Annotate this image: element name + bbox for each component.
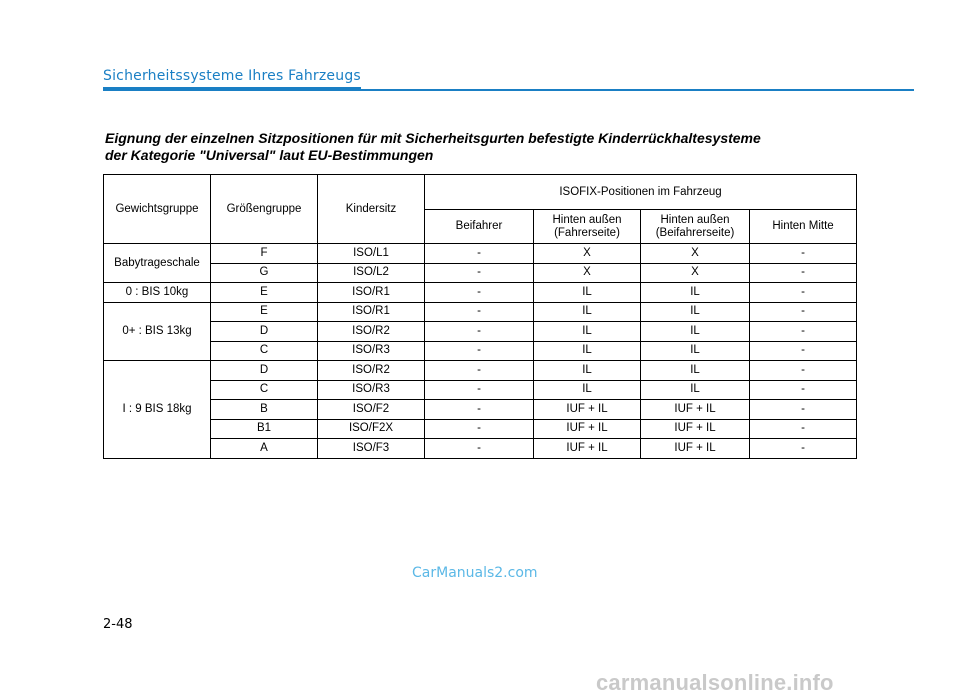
table-row — [104, 361, 857, 381]
header-rule-thick — [103, 87, 361, 91]
cell-rear-right: IL — [641, 361, 750, 381]
cell-seat: ISO/L2 — [318, 263, 425, 283]
cell-rear-left: IL — [534, 361, 641, 381]
cell-seat: ISO/R1 — [318, 283, 425, 303]
cell-rear-right: IL — [641, 380, 750, 400]
watermark-bottom: carmanualsonline.info — [596, 670, 834, 695]
cell-rear-center: - — [750, 361, 857, 381]
cell-passenger: - — [425, 302, 534, 322]
header-rear-outer-passenger-line1: Hinten außen — [660, 213, 730, 226]
cell-size: F — [211, 244, 318, 264]
page-heading — [105, 130, 905, 163]
cell-size: G — [211, 263, 318, 283]
table-row — [104, 244, 857, 264]
weight-group-cell: Babytrageschale — [104, 244, 211, 283]
cell-size: D — [211, 322, 318, 342]
cell-size: B — [211, 400, 318, 420]
table-row — [104, 439, 857, 459]
cell-rear-left: IL — [534, 341, 641, 361]
cell-seat: ISO/R1 — [318, 302, 425, 322]
cell-rear-right: IL — [641, 322, 750, 342]
cell-rear-center: - — [750, 419, 857, 439]
header-size-group: Größengruppe — [211, 175, 318, 244]
cell-passenger: - — [425, 244, 534, 264]
cell-passenger: - — [425, 263, 534, 283]
cell-rear-center: - — [750, 263, 857, 283]
header-rear-outer-passenger-line2: (Beifahrerseite) — [655, 226, 735, 239]
cell-size: B1 — [211, 419, 318, 439]
table-row — [104, 302, 857, 322]
cell-rear-left: IL — [534, 380, 641, 400]
cell-rear-center: - — [750, 380, 857, 400]
cell-seat: ISO/R2 — [318, 322, 425, 342]
cell-rear-left: IUF + IL — [534, 400, 641, 420]
cell-seat: ISO/F2 — [318, 400, 425, 420]
cell-seat: ISO/R2 — [318, 361, 425, 381]
cell-rear-center: - — [750, 439, 857, 459]
cell-rear-left: IL — [534, 322, 641, 342]
weight-group-cell: I : 9 BIS 18kg — [104, 361, 211, 459]
cell-size: C — [211, 380, 318, 400]
cell-size: D — [211, 361, 318, 381]
cell-rear-right: X — [641, 263, 750, 283]
cell-seat: ISO/R3 — [318, 341, 425, 361]
weight-group-cell: 0 : BIS 10kg — [104, 283, 211, 303]
cell-rear-left: IUF + IL — [534, 419, 641, 439]
cell-rear-center: - — [750, 341, 857, 361]
table-row — [104, 341, 857, 361]
header-rear-center: Hinten Mitte — [750, 210, 857, 244]
cell-seat: ISO/F3 — [318, 439, 425, 459]
table-row — [104, 400, 857, 420]
cell-rear-right: IL — [641, 283, 750, 303]
header-rear-outer-driver-line1: Hinten außen — [552, 213, 622, 226]
cell-rear-center: - — [750, 400, 857, 420]
table-header-row-1 — [104, 175, 857, 210]
header-rear-outer-driver-line2: (Fahrerseite) — [554, 226, 620, 239]
header-rear-outer-passenger — [641, 210, 750, 244]
cell-rear-left: IL — [534, 283, 641, 303]
cell-passenger: - — [425, 419, 534, 439]
watermark-center: CarManuals2.com — [412, 565, 538, 581]
cell-size: C — [211, 341, 318, 361]
table-row — [104, 419, 857, 439]
header-isofix-positions: ISOFIX-Positionen im Fahrzeug — [425, 175, 857, 210]
cell-rear-right: X — [641, 244, 750, 264]
cell-rear-center: - — [750, 244, 857, 264]
cell-rear-right: IUF + IL — [641, 400, 750, 420]
cell-passenger: - — [425, 361, 534, 381]
weight-group-cell: 0+ : BIS 13kg — [104, 302, 211, 361]
cell-rear-right: IUF + IL — [641, 439, 750, 459]
table-row — [104, 322, 857, 342]
cell-passenger: - — [425, 341, 534, 361]
header-passenger: Beifahrer — [425, 210, 534, 244]
cell-size: E — [211, 283, 318, 303]
table-row — [104, 380, 857, 400]
cell-passenger: - — [425, 283, 534, 303]
cell-seat: ISO/F2X — [318, 419, 425, 439]
cell-rear-center: - — [750, 322, 857, 342]
cell-passenger: - — [425, 400, 534, 420]
cell-passenger: - — [425, 439, 534, 459]
cell-seat: ISO/R3 — [318, 380, 425, 400]
cell-rear-right: IUF + IL — [641, 419, 750, 439]
table-row — [104, 283, 857, 303]
cell-seat: ISO/L1 — [318, 244, 425, 264]
cell-passenger: - — [425, 380, 534, 400]
header-weight-group: Gewichtsgruppe — [104, 175, 211, 244]
cell-rear-center: - — [750, 283, 857, 303]
section-title: Sicherheitssysteme Ihres Fahrzeugs — [103, 68, 361, 84]
cell-rear-left: X — [534, 263, 641, 283]
cell-rear-left: IUF + IL — [534, 439, 641, 459]
cell-rear-right: IL — [641, 302, 750, 322]
page-number: 2-48 — [103, 617, 133, 632]
cell-passenger: - — [425, 322, 534, 342]
cell-size: A — [211, 439, 318, 459]
header-child-seat: Kindersitz — [318, 175, 425, 244]
cell-size: E — [211, 302, 318, 322]
heading-line-2: der Kategorie "Universal" laut EU-Bestimmungen — [105, 146, 434, 163]
heading-line-1: Eignung der einzelnen Sitzpositionen für mit Sicherheitsgurten befestigte Kinderrückhaltesysteme — [105, 130, 761, 146]
cell-rear-right: IL — [641, 341, 750, 361]
table-row — [104, 263, 857, 283]
cell-rear-left: X — [534, 244, 641, 264]
header-rule-thin — [361, 89, 914, 91]
isofix-suitability-table — [103, 174, 857, 459]
cell-rear-left: IL — [534, 302, 641, 322]
header-rear-outer-driver — [534, 210, 641, 244]
cell-rear-center: - — [750, 302, 857, 322]
